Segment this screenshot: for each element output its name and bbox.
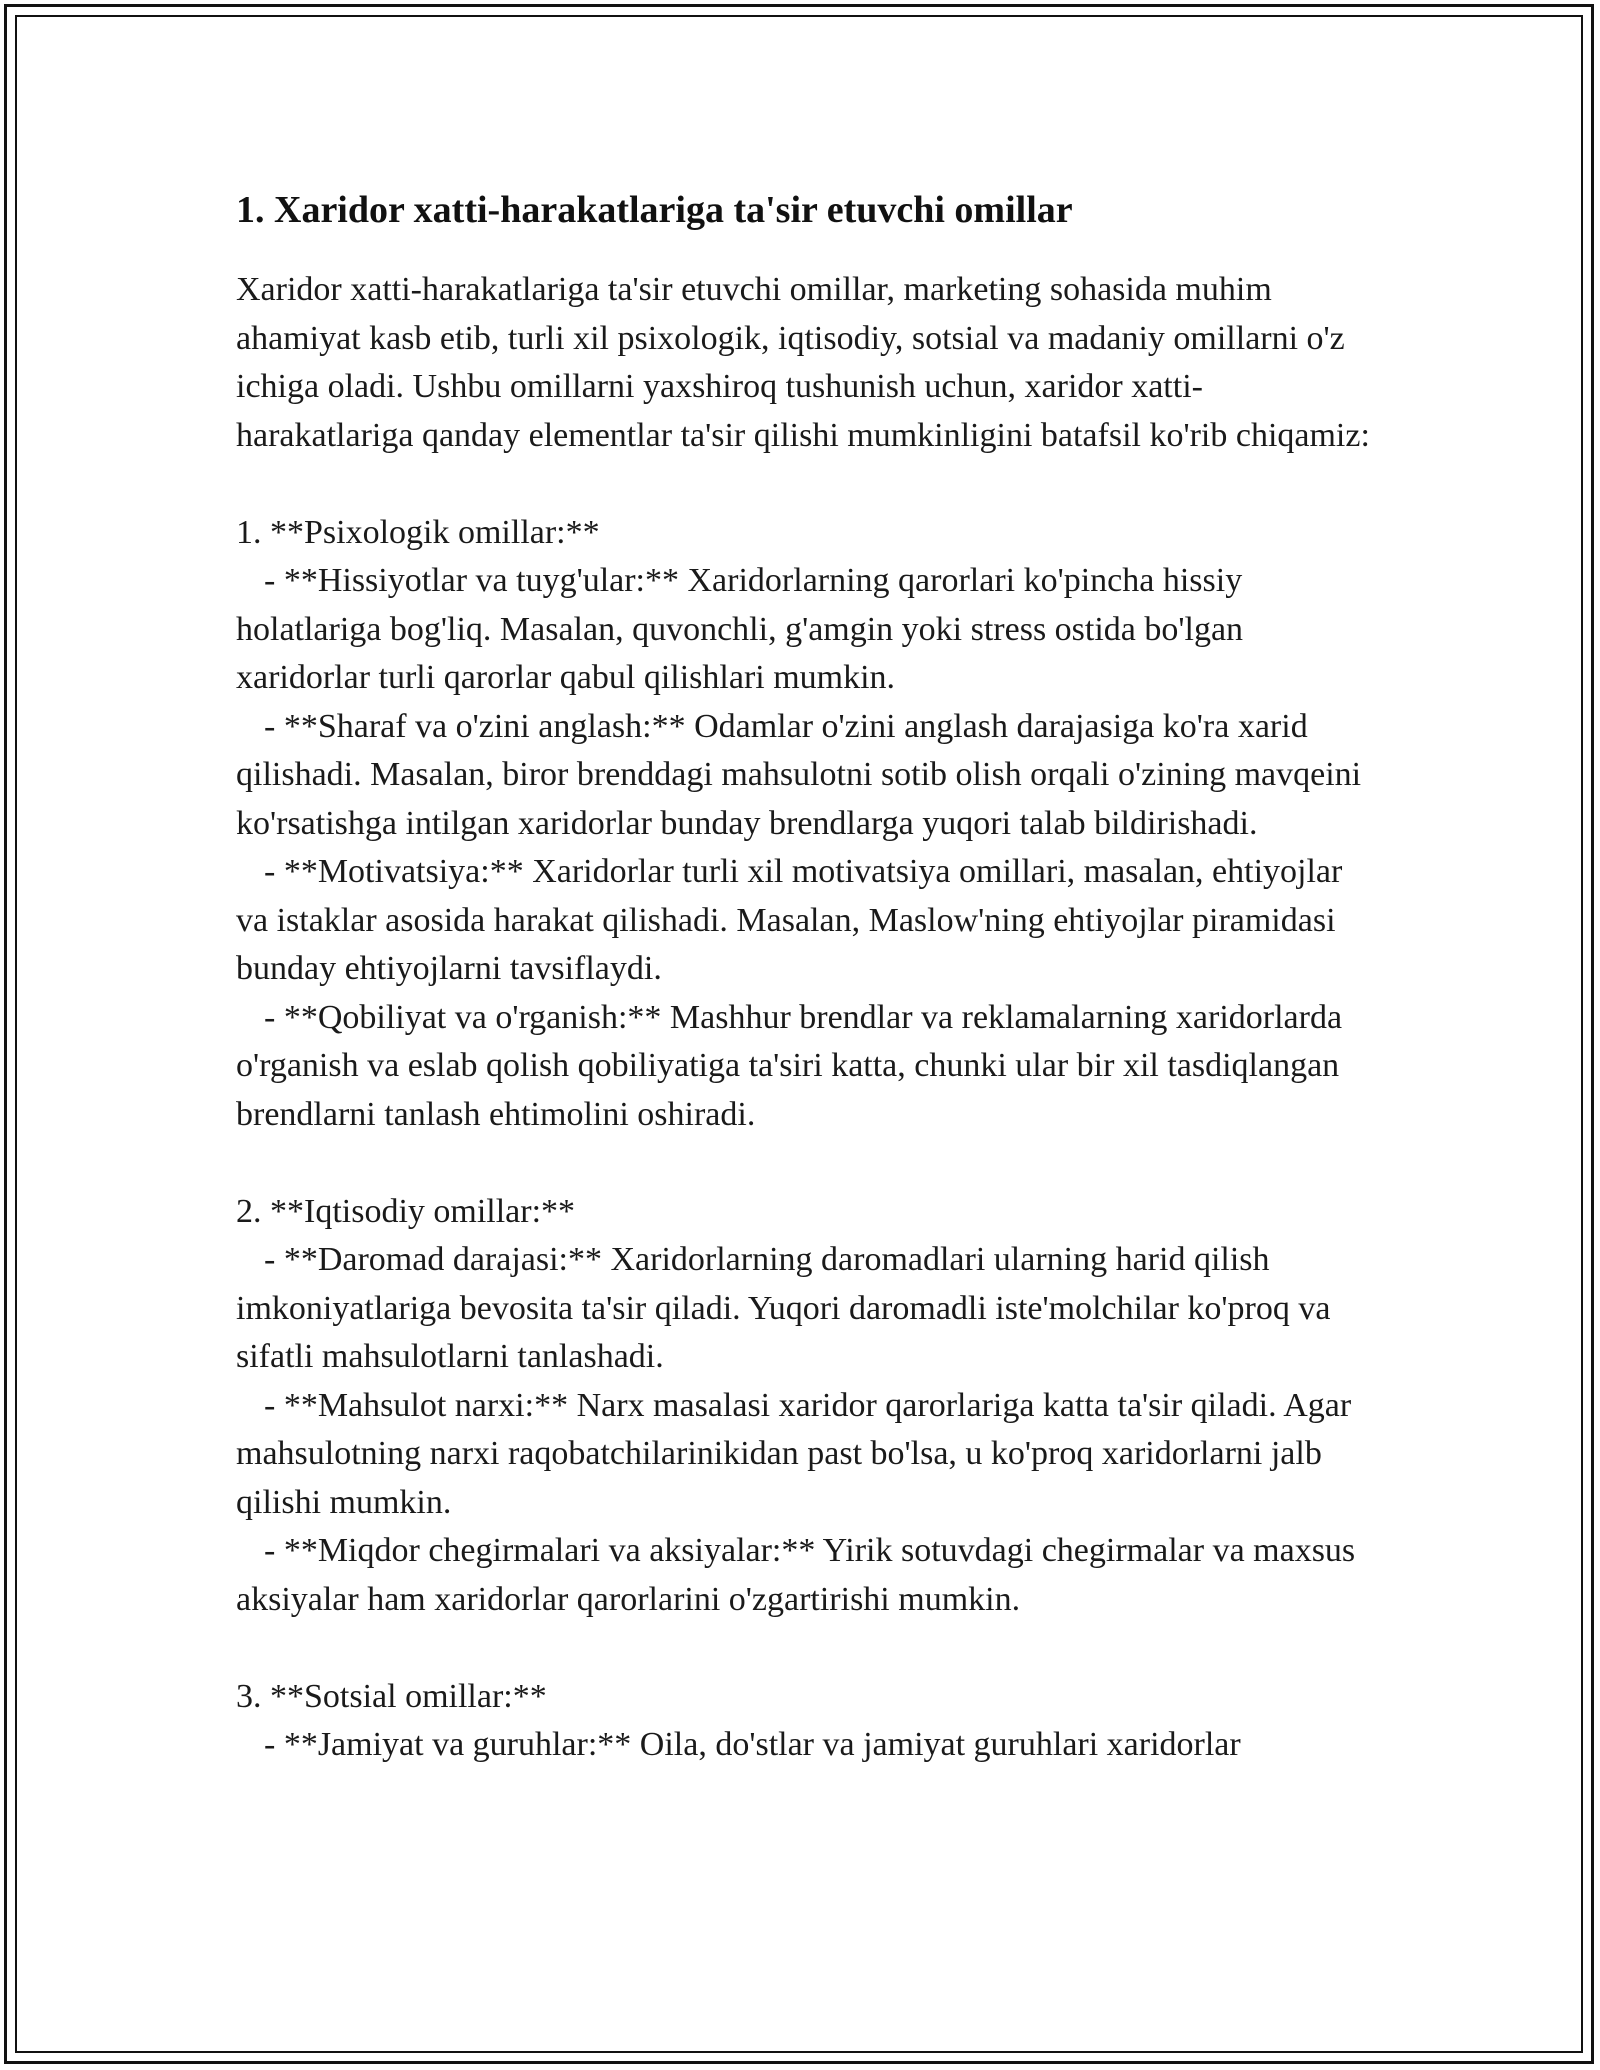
list-item: - **Motivatsiya:** Xaridorlar turli xil motivatsiya omillari, masalan, ehtiyojlar va istaklar asosida harakat qilishadi. Masalan, Maslow'ning ehtiyojlar piramidasi bunday ehtiyojlarni tavsiflaydi. xyxy=(236,853,1343,987)
blank-line xyxy=(236,1139,1376,1188)
section-title: 2. **Iqtisodiy omillar:** xyxy=(236,1192,576,1230)
list-item: - **Jamiyat va guruhlar:** Oila, do'stlar va jamiyat guruhlari xaridorlar xyxy=(264,1726,1241,1763)
page-title: 1. Xaridor xatti-harakatlariga ta'sir etuvchi omillar xyxy=(236,189,1073,231)
section-sotsial xyxy=(236,1673,1376,1770)
blank-line xyxy=(236,1624,1376,1673)
list-item: - **Sharaf va o'zini anglash:** Odamlar o'zini anglash darajasiga ko'ra xarid qilishadi. Masalan, biror brenddagi mahsulotni sotib olish orqali o'zining mavqeini ko'rsatishga intilgan xaridorlar bunday brendlarga yuqori talab bildirishadi. xyxy=(236,707,1362,842)
intro-paragraph: Xaridor xatti-harakatlariga ta'sir etuvchi omillar, marketing sohasida muhim ahamiyat kasb etib, turli xil psixologik, iqtisodiy, sotsial va madaniy omillarni o'z ichiga oladi. Ushbu omillarni yaxshiroq tushunish uchun, xaridor xatti-harakatlariga qanday elementlar ta'sir qilishi mumkinligini batafsil ko'rib chiqamiz: xyxy=(236,271,1370,454)
list-item: - **Miqdor chegirmalari va aksiyalar:** Yirik sotuvdagi chegirmalar va maxsus aksiyalar ham xaridorlar qarorlarini o'zgartirishi mumkin. xyxy=(236,1532,1356,1618)
document-body xyxy=(236,186,1376,1770)
list-item: - **Mahsulot narxi:** Narx masalasi xaridor qarorlariga katta ta'sir qiladi. Agar mahsulotning narxi raqobatchilarinikidan past bo'lsa, u ko'proq xaridorlarni jalb qilishi mumkin. xyxy=(236,1386,1352,1521)
document-text xyxy=(236,266,1376,1770)
section-title: 1. **Psixologik omillar:** xyxy=(236,513,600,551)
list-item: - **Daromad darajasi:** Xaridorlarning daromadlari ularning harid qilish imkoniyatlariga bevosita ta'sir qiladi. Yuqori daromadli iste'molchilar ko'proq va sifatli mahsulotlarni tanlashadi. xyxy=(236,1241,1331,1375)
list-item: - **Qobiliyat va o'rganish:** Mashhur brendlar va reklamalarning xaridorlarda o'rganish va eslab qolish qobiliyatiga ta'siri katta, chunki ular bir xil tasdiqlangan brendlarni tanlash ehtimolini oshiradi. xyxy=(236,998,1343,1133)
section-iqtisodiy xyxy=(236,1188,1376,1625)
section-title: 3. **Sotsial omillar:** xyxy=(236,1677,547,1715)
list-item: - **Hissiyotlar va tuyg'ular:** Xaridorlarning qarorlari ko'pincha hissiy holatlariga bog'liq. Masalan, quvonchli, g'amgin yoki stress ostida bo'lgan xaridorlar turli qarorlar qabul qilishlari mumkin. xyxy=(236,562,1244,696)
blank-line xyxy=(236,460,1376,509)
section-psixologik xyxy=(236,509,1376,1140)
